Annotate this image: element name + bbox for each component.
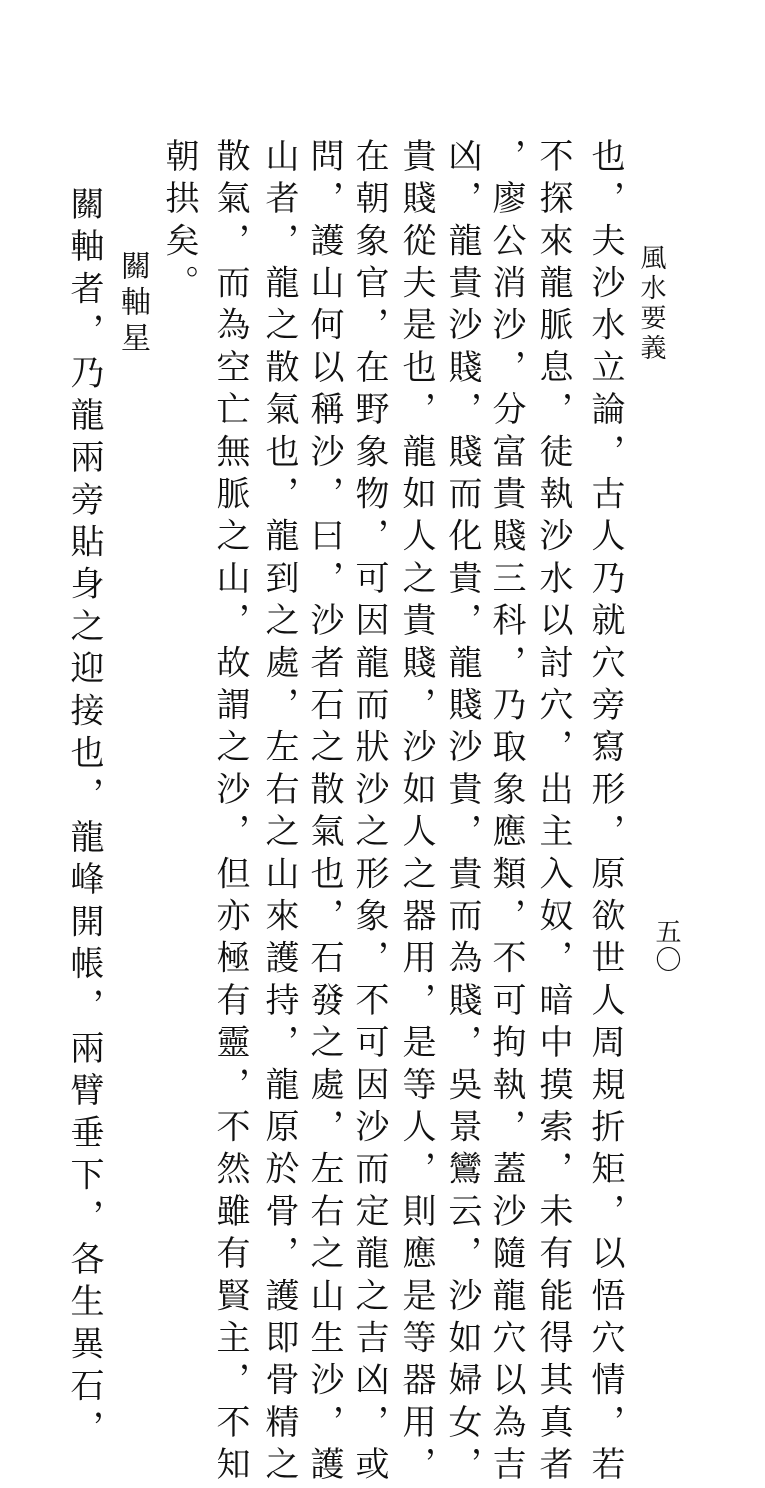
body-column: 朝拱矣。: [159, 138, 199, 307]
section-heading: 關軸星: [115, 250, 150, 358]
body-column: 不探來龍脈息，徒執沙水以討穴，出主入奴，暗中摸索，未有能得其真者: [533, 138, 573, 1488]
body-column: 也，夫沙水立論，古人乃就穴旁寫形，原欲世人周規折矩，以悟穴情，若: [585, 138, 625, 1488]
body-column: 凶，龍貴沙賤，賤而化貴，龍賤沙貴，貴而為賤，吳景鸞云，沙如婦女，: [442, 138, 482, 1488]
body-column: 山者，龍之散氣也，龍到之處，左右之山來護持，龍原於骨，護即骨精之: [259, 138, 299, 1488]
body-column: ，廖公消沙，分富貴賤三科，乃取象應類，不可拘執，蓋沙隨龍穴以為吉: [486, 138, 526, 1488]
body-column: 問，護山何以稱沙，曰，沙者石之散氣也，石發之處，左右之山生沙，護: [304, 138, 344, 1488]
section-column: 關軸者，乃龍兩旁貼身之迎接也，龍峰開帳，兩臂垂下，各生異石，: [64, 186, 104, 1452]
body-column: 貴賤從夫是也，龍如人之貴賤，沙如人之器用，是等人，則應是等器用，: [396, 138, 436, 1488]
page-number: 五〇: [651, 918, 681, 974]
body-column: 散氣，而為空亡無脈之山，故謂之沙，但亦極有靈，不然雖有賢主，不知: [210, 138, 250, 1488]
book-title: 風水要義: [636, 244, 666, 364]
body-column: 在朝象官，在野象物，可因龍而狀沙之形象，不可因沙而定龍之吉凶，或: [349, 138, 389, 1488]
